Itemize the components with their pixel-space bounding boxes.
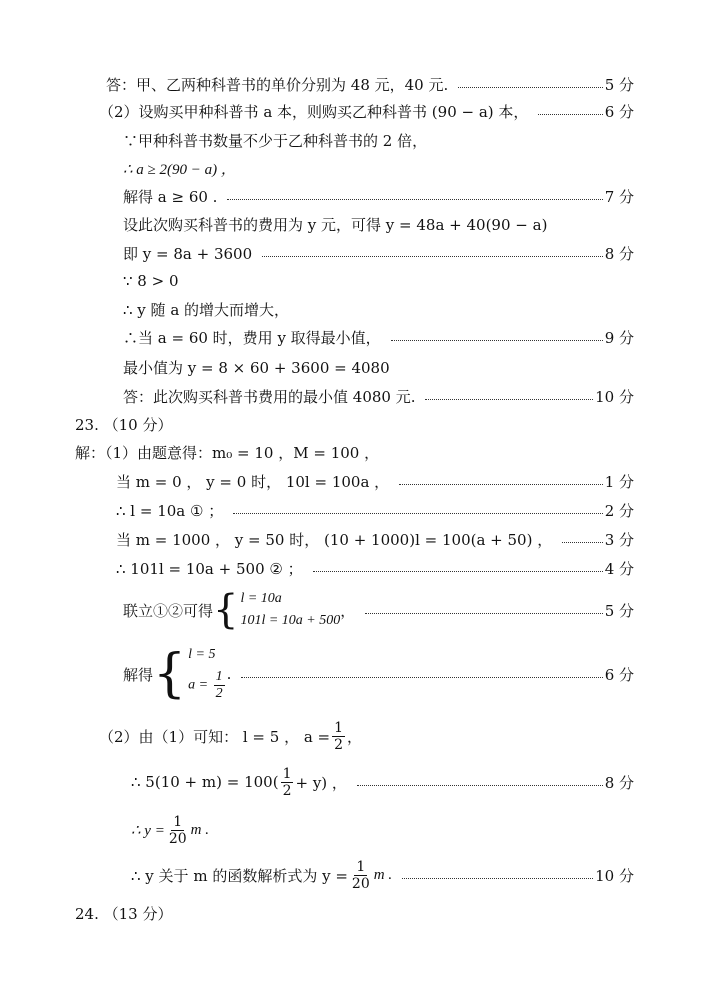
dot-leader xyxy=(241,677,602,678)
score-label: 9 分 xyxy=(604,328,634,347)
fraction xyxy=(167,814,189,847)
fraction-numerator: 1 xyxy=(356,858,366,875)
dot-leader xyxy=(562,542,602,543)
dot-leader xyxy=(365,613,602,614)
fraction xyxy=(332,720,345,753)
part-2-line xyxy=(99,716,362,756)
answer-line-17 xyxy=(116,528,634,550)
fraction-numerator: 1 xyxy=(173,813,183,830)
brace-icon: { xyxy=(213,587,239,633)
fraction-numerator: 1 xyxy=(334,719,344,736)
equation-row xyxy=(188,669,226,702)
dot-leader xyxy=(399,484,603,485)
line-text: 最小值为 y = 8 × 60 + 3600 = 4080 xyxy=(123,358,390,377)
equation-system xyxy=(213,587,341,633)
answer-line-3 xyxy=(123,129,427,151)
score-label: 2 分 xyxy=(604,501,634,520)
line-suffix: ， xyxy=(347,727,363,746)
answer-line-11 xyxy=(123,356,390,378)
equation-line-8 xyxy=(131,762,634,802)
brace-icon: { xyxy=(153,644,187,704)
line-text: ∴ y = xyxy=(131,822,165,839)
equation-row: 101l = 10a + 500 xyxy=(240,613,341,628)
line-text: ∴ y 关于 m 的函数解析式为 y = xyxy=(131,866,348,885)
fraction-numerator: 1 xyxy=(215,668,223,684)
score-label: 7 分 xyxy=(604,187,634,206)
answer-line-12 xyxy=(123,385,634,407)
line-suffix: . xyxy=(226,665,232,683)
line-text: ∵ 8 > 0 xyxy=(123,272,179,290)
line-text: 即 y = 8a + 3600 xyxy=(123,244,253,263)
dot-leader xyxy=(402,878,593,879)
line-suffix: + y) ， xyxy=(295,773,347,792)
fraction-denominator: 20 xyxy=(168,830,187,847)
equation-row: l = 5 xyxy=(188,646,216,662)
equation-system-2 xyxy=(123,646,634,702)
score-label: 1 分 xyxy=(604,472,634,491)
line-text: 当 m = 1000 ， y = 50 时， (10 + 1000)l = 100(a + 50) ， xyxy=(116,530,553,549)
dot-leader xyxy=(391,340,603,341)
fraction-denominator: 20 xyxy=(351,875,370,892)
dot-leader xyxy=(425,399,593,400)
fraction-denominator: 2 xyxy=(215,685,223,701)
dot-leader xyxy=(538,114,602,115)
line-suffix: ， xyxy=(340,601,356,620)
line-text: 解得 xyxy=(123,665,154,684)
dot-leader xyxy=(357,785,603,786)
answer-line-10 xyxy=(123,326,634,348)
line-text: 答：甲、乙两种科普书的单价分别为 48 元，40 元. xyxy=(106,75,449,94)
answer-line-15 xyxy=(116,470,634,492)
line-text: ∴ a ≥ 2(90 − a) ， xyxy=(123,161,236,178)
score-label: 8 分 xyxy=(604,773,634,792)
answer-line-6 xyxy=(123,213,547,235)
line-suffix: m . xyxy=(373,866,393,883)
answer-line-1 xyxy=(106,73,634,95)
equation-system xyxy=(153,644,227,704)
answer-line-8 xyxy=(123,270,179,292)
line-text: （2）由（1）可知： l = 5 ， a = xyxy=(99,727,331,746)
score-label: 6 分 xyxy=(604,665,634,684)
dot-leader xyxy=(227,199,602,200)
line-text: （2）设购买甲种科普书 a 本，则购买乙种科普书 (90 − a) 本， xyxy=(99,102,529,121)
line-text: 23. （10 分） xyxy=(75,415,173,434)
fraction-numerator: 1 xyxy=(282,765,292,782)
score-label: 3 分 xyxy=(604,530,634,549)
answer-line-4 xyxy=(123,157,236,179)
line-suffix: m . xyxy=(190,821,209,838)
answer-line-9 xyxy=(123,298,289,320)
answer-line-7 xyxy=(123,242,634,264)
equation-line-9 xyxy=(131,810,209,850)
line-text: ∵甲种科普书数量不少于乙种科普书的 2 倍， xyxy=(123,131,428,150)
equation-row-lhs: a = xyxy=(188,677,209,693)
answer-line-2 xyxy=(99,100,634,122)
line-text: 答：此次购买科普书费用的最小值 4080 元. xyxy=(123,387,416,406)
line-text: 解：（1）由题意得：m₀ = 10 ，M = 100 ， xyxy=(75,443,380,462)
dot-leader xyxy=(262,256,603,257)
score-label: 10 分 xyxy=(595,387,634,406)
answer-line-18 xyxy=(116,557,634,579)
line-text: 解得 a ≥ 60 . xyxy=(123,187,218,206)
line-text: ∴ 101l = 10a + 500 ② ； xyxy=(116,559,303,578)
dot-leader xyxy=(313,571,603,572)
line-text: ∴ y 随 a 的增大而增大， xyxy=(123,300,290,319)
score-label: 5 分 xyxy=(604,75,634,94)
score-label: 8 分 xyxy=(604,244,634,263)
line-text: ∴ l = 10a ① ； xyxy=(116,501,224,520)
answer-line-16 xyxy=(116,499,634,521)
line-text: ∴当 a = 60 时，费用 y 取得最小值， xyxy=(123,328,381,347)
line-text: 当 m = 0 ， y = 0 时， 10l = 100a ， xyxy=(116,472,390,491)
fraction-denominator: 2 xyxy=(334,736,344,753)
line-text: ∴ 5(10 + m) = 100( xyxy=(131,773,279,791)
fraction-denominator: 2 xyxy=(282,782,292,799)
line-text: 24. （13 分） xyxy=(75,904,173,923)
score-label: 5 分 xyxy=(604,601,634,620)
score-label: 6 分 xyxy=(604,102,634,121)
equation-system-1 xyxy=(123,588,634,632)
answer-line-5 xyxy=(123,185,634,207)
fraction xyxy=(214,669,225,702)
line-text: 联立①②可得 xyxy=(123,601,214,620)
equation-row: l = 10a xyxy=(240,591,282,606)
dot-leader xyxy=(458,87,602,88)
score-label: 4 分 xyxy=(604,559,634,578)
equation-line-10 xyxy=(131,855,634,895)
line-text: 设此次购买科普书的费用为 y 元，可得 y = 48a + 40(90 − a) xyxy=(123,215,548,234)
fraction xyxy=(281,766,294,799)
dot-leader xyxy=(233,513,602,514)
question-23-heading xyxy=(75,413,172,435)
fraction xyxy=(350,859,372,892)
answer-line-14 xyxy=(75,441,379,463)
question-24-heading xyxy=(75,902,172,924)
score-label: 10 分 xyxy=(595,866,634,885)
